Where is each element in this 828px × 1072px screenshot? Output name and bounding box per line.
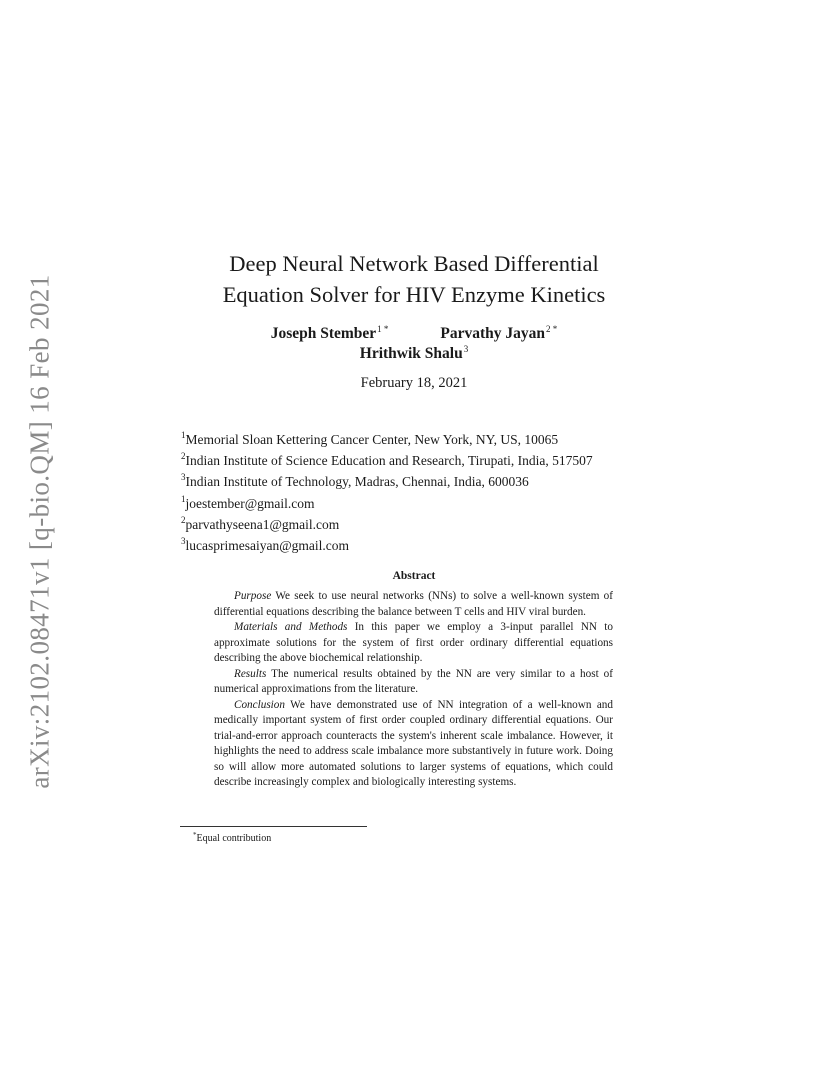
author-name: Hrithwik Shalu	[359, 345, 463, 362]
author-affiliation-marks: 1 *	[377, 324, 389, 334]
email-item	[180, 533, 349, 554]
abstract-paragraph-purpose	[214, 589, 613, 620]
abstract-paragraph-methods	[214, 620, 613, 667]
abstract-text: We seek to use neural networks (NNs) to solve a well-known system of differential equations describing the balance between T cells and HIV viral burden.	[214, 590, 613, 618]
title-line-1: Deep Neural Network Based Differential	[229, 251, 599, 276]
affiliation-text: Indian Institute of Science Education and Research, Tirupati, India, 517507	[185, 453, 593, 468]
email-list	[180, 491, 349, 554]
author-parvathy-jayan	[440, 325, 557, 342]
affiliation-item	[180, 469, 593, 490]
abstract-heading: Abstract	[392, 570, 436, 582]
footnote-text: Equal contribution	[196, 833, 272, 844]
affiliation-number: 3	[181, 472, 186, 482]
abstract-text: The numerical results obtained by the NN are very similar to a host of numerical approximations from the literature.	[214, 667, 613, 695]
abstract-text: In this paper we employ a 3-input parallel NN to approximate solutions for the system of first order ordinary differential equations describing the above biochemical relationship.	[214, 621, 613, 664]
email-number: 2	[181, 515, 186, 525]
abstract-label: Results	[234, 667, 267, 680]
email-number: 1	[181, 494, 186, 504]
footnote-equal-contribution	[193, 831, 271, 844]
email-item	[180, 491, 349, 512]
abstract-paragraph-conclusion	[214, 698, 613, 791]
publication-date: February 18, 2021	[360, 375, 468, 391]
email-address: parvathyseena1@gmail.com	[185, 517, 340, 532]
affiliation-item	[180, 427, 593, 448]
email-address: joestember@gmail.com	[185, 496, 315, 511]
abstract-label: Materials and Methods	[234, 621, 348, 633]
email-address: lucasprimesaiyan@gmail.com	[185, 538, 350, 553]
affiliation-list	[180, 427, 593, 490]
affiliation-text: Indian Institute of Technology, Madras, Chennai, India, 600036	[185, 474, 529, 489]
author-joseph-stember	[271, 325, 389, 342]
authors-row-1	[160, 324, 668, 343]
affiliation-text: Memorial Sloan Kettering Cancer Center, New York, NY, US, 10065	[185, 432, 559, 447]
arxiv-identifier-stamp	[14, 268, 66, 794]
title-line-2: Equation Solver for HIV Enzyme Kinetics	[222, 282, 606, 307]
abstract-paragraph-results	[214, 667, 613, 698]
author-affiliation-marks: 3	[463, 344, 469, 354]
arxiv-identifier-text: arXiv:2102.08471v1 [q-bio.QM] 16 Feb 2021	[24, 273, 55, 789]
email-item	[180, 512, 349, 533]
affiliation-item	[180, 448, 593, 469]
abstract-label: Purpose	[234, 590, 272, 602]
affiliation-number: 1	[181, 430, 186, 440]
author-hrithwik-shalu	[360, 345, 468, 362]
abstract-body	[214, 589, 613, 791]
email-number: 3	[181, 536, 186, 546]
footnote-divider	[180, 826, 367, 827]
author-name: Joseph Stember	[270, 325, 377, 342]
abstract-label: Conclusion	[234, 698, 285, 711]
abstract-text: We have demonstrated use of NN integration of a well-known and medically important system of first order coupled ordinary differential equations. Our trial-and-error approach counteracts the system's inherent scale imbalance. However, it highlights the need to address scale imbalance more substantively in future work. Doing so will allow more automated solutions to larger systems of equations, which could describe increasingly complex and biologically interesting systems.	[214, 698, 613, 788]
author-affiliation-marks: 2 *	[546, 324, 558, 334]
paper-title	[160, 248, 668, 310]
authors-row-2	[160, 344, 668, 363]
author-name: Parvathy Jayan	[440, 325, 546, 342]
footnote-mark: *	[193, 831, 197, 839]
affiliation-number: 2	[181, 451, 186, 461]
